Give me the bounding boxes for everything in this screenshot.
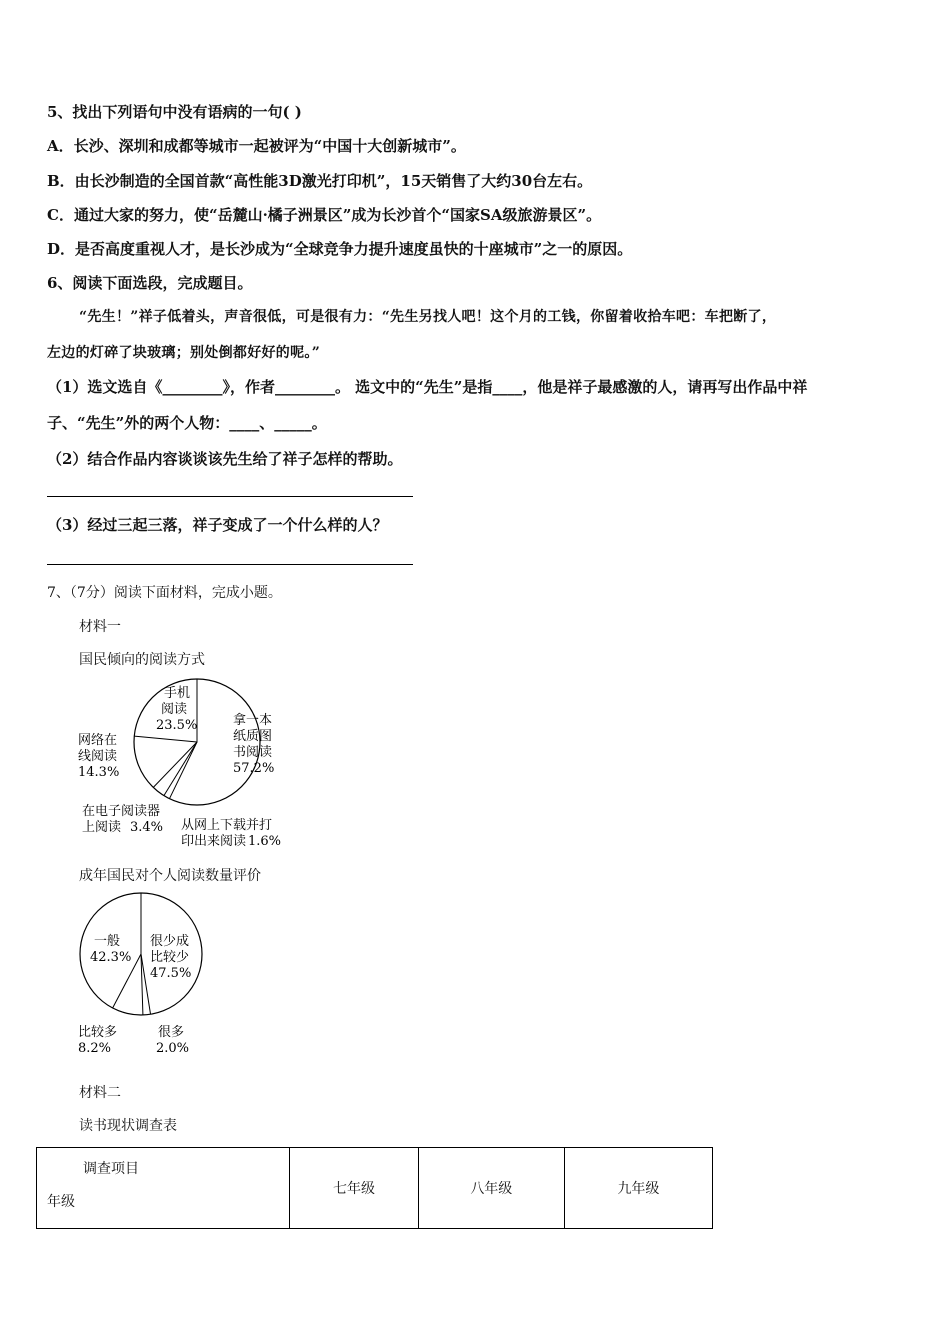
pie1-value-phone: 23.5% [156, 718, 198, 733]
pie-chart-reading-self-evaluation [70, 890, 230, 1060]
q7-stem: 7、（7分）阅读下面材料，完成小题。 [47, 585, 282, 601]
pie1-label-paper-3: 书阅读 [233, 745, 273, 760]
pie2-value-average: 42.3% [90, 950, 132, 965]
q6-sub3: （3）经过三起三落，祥子变成了一个什么样的人？ [47, 516, 388, 534]
pie1-value-online: 14.3% [78, 765, 120, 780]
pie1-value-ereader: 3.4% [130, 820, 164, 835]
q6-sub1-line2: 子、“先生”外的两个人物：____、_____。 [47, 414, 327, 432]
survey-table [36, 1147, 713, 1229]
q6-sub2: （2）结合作品内容谈谈该先生给了祥子怎样的帮助。 [47, 450, 403, 468]
q6-passage-line1: “先生！”祥子低着头，声音很低，可是很有力：“先生另找人吧！这个月的工钱，你留着收拾车吧：车把断了， [79, 309, 777, 325]
column-grade-7: 七年级 [290, 1148, 418, 1229]
column-grade-8: 八年级 [418, 1148, 564, 1229]
pie1-value-print: 1.6% [248, 834, 282, 849]
pie2-label-many: 很多 [158, 1025, 185, 1040]
pie1-label-print-1: 从网上下载并打 [181, 818, 273, 833]
pie2-label-little-1: 很少成 [150, 934, 190, 949]
pie1-label-phone-2: 阅读 [161, 702, 188, 717]
pie2-value-little: 47.5% [150, 966, 192, 981]
pie1-label-print-2: 印出来阅读 [181, 834, 247, 849]
material2-label: 材料二 [79, 1085, 121, 1101]
pie1-slice-boundary-1 [169, 742, 197, 799]
pie1-label-phone-1: 手机 [164, 686, 191, 701]
answer-line-sub3[interactable] [47, 564, 413, 565]
pie1-value-paper: 57.2% [233, 761, 275, 776]
chart2-title: 成年国民对个人阅读数量评价 [79, 868, 261, 884]
table-header-cell [37, 1148, 290, 1229]
q5-option-b: B．由长沙制造的全国首款“高性能3D激光打印机”，15天销售了大约30台左右。 [47, 172, 593, 190]
q6-stem: 6、阅读下面选段，完成题目。 [47, 274, 253, 292]
pie2-label-average: 一般 [94, 934, 121, 949]
pie1-label-ereader-1: 在电子阅读器 [82, 804, 161, 819]
q5-option-a: A．长沙、深圳和成都等城市一起被评为“中国十大创新城市”。 [47, 137, 466, 155]
header-survey-item: 调查项目 [83, 1161, 139, 1177]
pie1-slice-boundary-4 [134, 736, 197, 742]
pie1-label-ereader-2: 上阅读 [82, 820, 122, 835]
material1-label: 材料一 [79, 619, 121, 635]
q5-stem: 5、找出下列语句中没有语病的一句( ) [47, 103, 302, 121]
pie1-slice-boundary-2 [164, 742, 197, 796]
q5-option-d: D．是否高度重视人才，是长沙成为“全球竞争力提升速度虽快的十座城市”之一的原因。 [47, 240, 633, 258]
pie2-value-more: 8.2% [78, 1041, 112, 1056]
pie2-label-more: 比较多 [78, 1025, 118, 1040]
pie1-label-paper-1: 拿一本 [233, 713, 273, 728]
pie2-label-little-2: 比较少 [150, 950, 190, 965]
pie1-label-online-2: 线阅读 [78, 749, 118, 764]
answer-line-sub2[interactable] [47, 496, 413, 497]
q5-option-c: C．通过大家的努力，使“岳麓山·橘子洲景区”成为长沙首个“国家SA级旅游景区”。 [47, 206, 602, 224]
pie-chart-reading-methods [60, 672, 320, 852]
column-grade-9: 九年级 [564, 1148, 712, 1229]
table-title: 读书现状调查表 [79, 1118, 177, 1134]
pie1-slice-boundary-3 [153, 742, 197, 787]
q6-passage-line2: 左边的灯碎了块玻璃；别处倒都好好的呢。” [47, 345, 321, 361]
header-grade: 年级 [47, 1194, 75, 1210]
pie1-label-paper-2: 纸质图 [233, 729, 273, 744]
table-row [37, 1148, 713, 1229]
chart1-title: 国民倾向的阅读方式 [79, 652, 205, 668]
pie1-label-online-1: 网络在 [78, 733, 118, 748]
pie2-value-many: 2.0% [156, 1041, 190, 1056]
q6-sub1-line1: （1）选文选自《________》，作者________。 选文中的“先生”是指____，他是祥子最感激的人，请再写出作品中祥 [47, 378, 808, 396]
